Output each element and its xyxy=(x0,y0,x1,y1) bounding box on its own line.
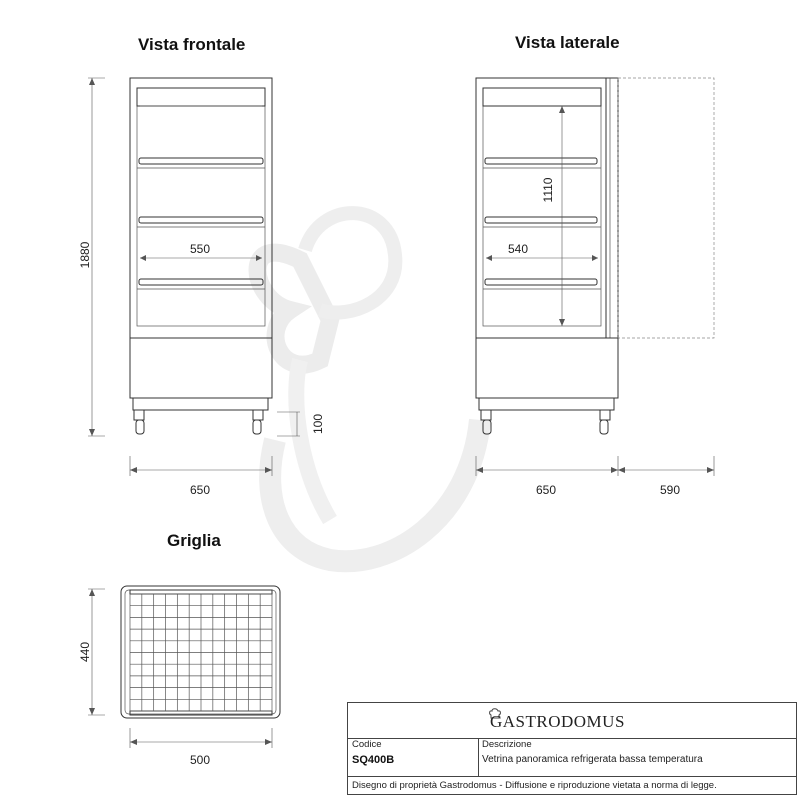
gastrodomus-logo: GASTRODOMUS xyxy=(490,712,625,731)
front-wheel-left xyxy=(134,410,144,434)
front-glass-panel xyxy=(137,88,265,326)
side-base-cabinet xyxy=(476,338,618,398)
front-top-header xyxy=(137,88,265,106)
side-view xyxy=(476,78,714,497)
front-view-title: Vista frontale xyxy=(138,35,246,54)
front-shelf xyxy=(137,158,265,168)
grid-width-label: 500 xyxy=(189,753,211,767)
copyright-footer: Disegno di proprietà Gastrodomus - Diffusione e riproduzione vietata a norma di legge. xyxy=(352,780,717,791)
front-base-cabinet xyxy=(130,338,272,398)
gastrodomus-watermark-icon xyxy=(258,213,481,561)
front-height-label: 1880 xyxy=(78,241,92,269)
side-view-title: Vista laterale xyxy=(515,33,620,52)
front-plinth xyxy=(133,398,268,410)
title-block-logo-row xyxy=(348,703,796,739)
side-cabinet-frame xyxy=(476,78,618,338)
description-value: Vetrina panoramica refrigerata bassa temperatura xyxy=(482,754,703,765)
side-plinth xyxy=(479,398,614,410)
side-door-swing-outline xyxy=(618,78,714,338)
side-shelf-width-label: 540 xyxy=(507,242,529,256)
front-wheel-height-label: 100 xyxy=(311,413,325,435)
front-shelf xyxy=(137,217,265,227)
front-wheel-right xyxy=(253,410,263,434)
side-inner-height-label: 1110 xyxy=(541,177,555,203)
grid-top-bar xyxy=(130,590,272,594)
side-glass-panel xyxy=(483,88,601,326)
grid-bottom-bar xyxy=(130,711,272,715)
grid-view xyxy=(78,586,280,767)
front-width-label: 650 xyxy=(189,483,211,497)
title-block xyxy=(347,702,797,795)
front-cabinet-frame xyxy=(130,78,272,338)
side-shelf xyxy=(483,217,601,227)
front-shelf-width-label: 550 xyxy=(189,242,211,256)
front-view xyxy=(78,78,325,497)
side-shelf xyxy=(483,279,601,289)
front-shelf xyxy=(137,279,265,289)
grid-depth-label: 440 xyxy=(78,641,92,663)
side-top-header xyxy=(483,88,601,106)
side-shelf xyxy=(483,158,601,168)
code-label: Codice xyxy=(352,739,382,750)
side-wheel-right xyxy=(600,410,610,434)
grid-view-title: Griglia xyxy=(167,531,221,550)
side-door-depth-label: 590 xyxy=(659,483,681,497)
description-label: Descrizione xyxy=(482,739,532,750)
grid-wire-mesh xyxy=(130,594,272,711)
code-value: SQ400B xyxy=(352,754,395,766)
side-depth-label: 650 xyxy=(535,483,557,497)
